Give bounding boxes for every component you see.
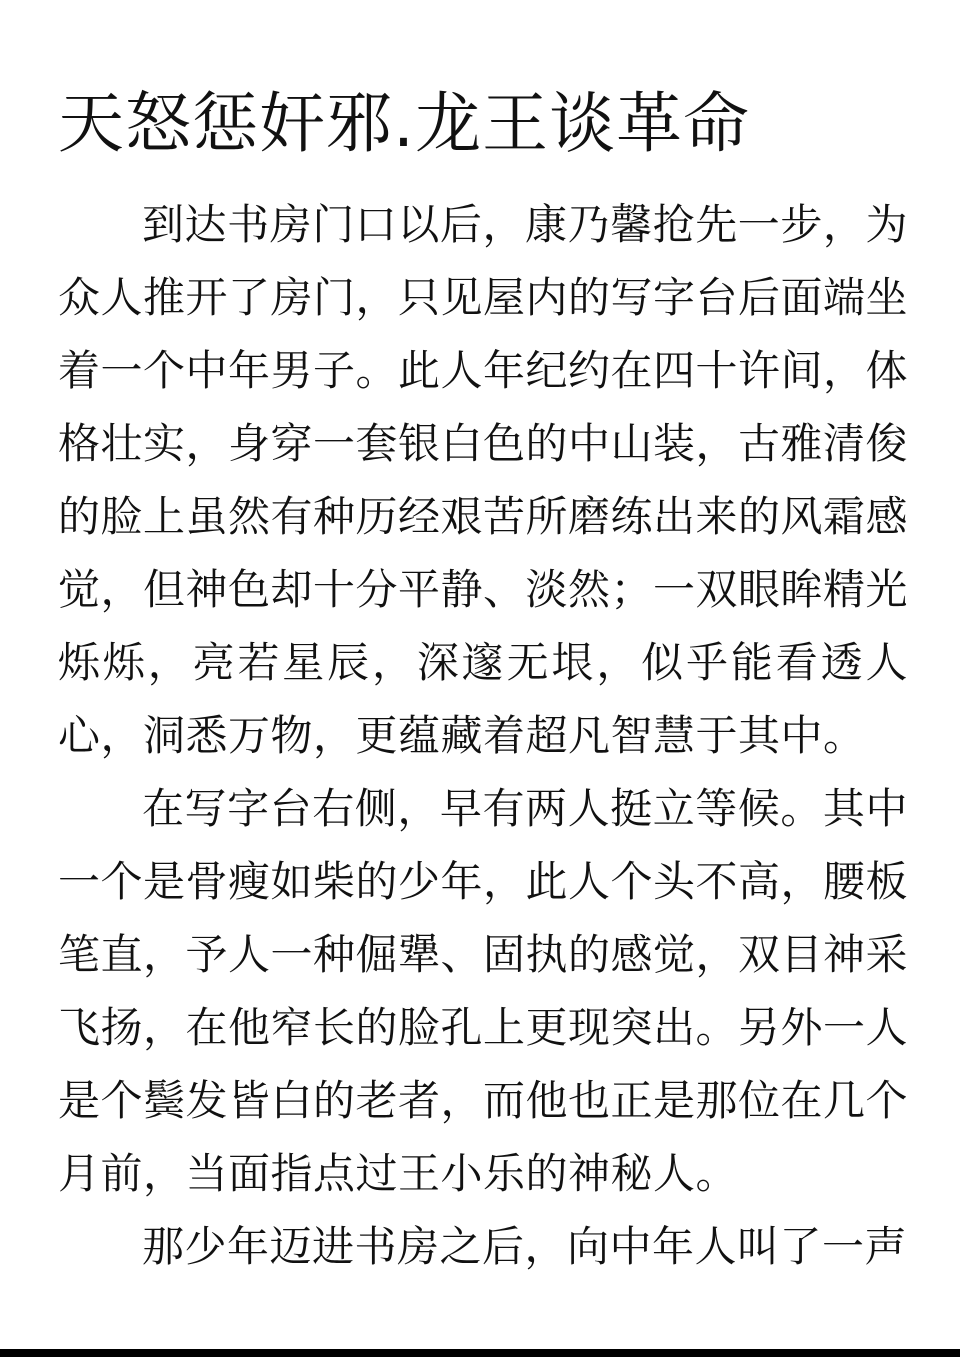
paragraph-2: 在写字台右侧，早有两人挺立等候。其中一个是骨瘦如柴的少年，此人个头不高，腰板笔直，予人一种倔犟、固执的感觉，双目神采飞扬，在他窄长的脸孔上更现突出。另外一人是个鬓发皆白的老者，而他也正是那位在几个月前，当面指点过王小乐的神秘人。 [58, 784, 909, 1198]
paragraph-3: 那少年迈进书房之后，向中年人叫了一声 [142, 1222, 908, 1271]
chapter-title: 天怒惩奸邪.龙王谈革命 [58, 85, 750, 162]
chapter-body [58, 188, 908, 1283]
paragraph-1: 到达书房门口以后，康乃馨抢先一步，为众人推开了房门，只见屋内的写字台后面端坐着一个中年男子。此人年纪约在四十许间，体格壮实，身穿一套银白色的中山装，古雅清俊的脸上虽然有种历经艰苦所磨练出来的风霜感觉，但神色却十分平静、淡然；一双眼眸精光烁烁，亮若星辰，深邃无垠，似乎能看透人心，洞悉万物，更蕴藏着超凡智慧于其中。 [58, 200, 909, 760]
page-bottom-border [0, 1349, 960, 1357]
